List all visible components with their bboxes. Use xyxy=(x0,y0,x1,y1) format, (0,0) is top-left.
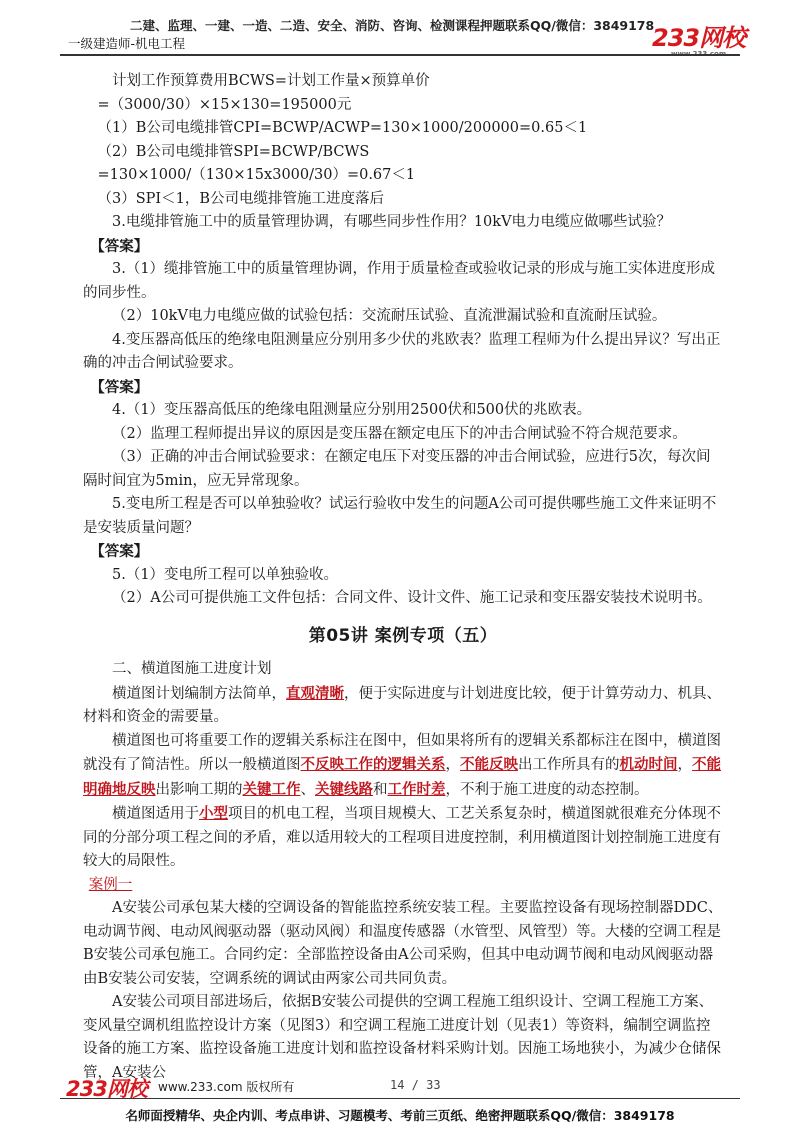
brand-logo xyxy=(652,18,745,58)
answer-4-1: 4.（1）变压器高低压的绝缘电阻测量应分别用2500伏和500伏的兆欧表。 xyxy=(112,402,592,418)
footer-copyright: www.233.com 版权所有 xyxy=(158,1080,295,1094)
page-header xyxy=(0,0,800,58)
footer-divider xyxy=(60,1098,740,1099)
text-line: （2）B公司电缆排管SPI=BCWP/BCWS xyxy=(97,143,370,160)
question-4: 4.变压器高低压的绝缘电阻测量应分别用多少伏的兆欧表？监理工程师为什么提出异议？写出正确的冲击合闸试验要求。 xyxy=(83,331,721,371)
case-paragraph-2: A安装公司项目部进场后，依据B安装公司提供的空调工程施工组织设计、空调工程施工方案、变风量空调机组监控设计方案（见图3）和空调工程施工进度计划（见表1）等资料，编制空调监控设备的施工方案、监控设备施工进度计划和监控设备材料采购计划。因施工场地狭小，为减少仓储保管，A安装公 xyxy=(83,994,721,1081)
case-title: 案例一 xyxy=(88,876,133,893)
document-body xyxy=(83,70,723,1085)
highlight-text: 不能明确地反映 xyxy=(83,756,721,798)
course-title: 一级建造师-机电工程 xyxy=(68,36,186,51)
case-paragraph-1: A安装公司承包某大楼的空调设备的智能监控系统安装工程。主要监控设备有现场控制器DDC、电动调节阀、电动风阀驱动器（驱动风阀）和温度传感器（水管型、风管型）等。大楼的空调工程是B安装公司承包施工。合同约定：全部监控设备由A公司采购，但其中电动调节阀和电动风阀驱动器由B安装公司安装，空调系统的调试由两家公司共同负责。 xyxy=(83,900,723,987)
answer-4-3: （3）正确的冲击合闸试验要求：在额定电压下对变压器的冲击合闸试验，应进行5次，每次间隔时间宜为5min，应无异常现象。 xyxy=(83,449,711,489)
text-run: 横道图适用于 xyxy=(112,806,199,822)
answer-3-2: （2）10kV电力电缆应做的试验包括：交流耐压试验、直流泄漏试验和直流耐压试验。 xyxy=(112,308,667,324)
answer-label: 【答案】 xyxy=(90,237,149,255)
footer-logo: 233网校 xyxy=(66,1077,147,1101)
section-title: 第05讲 案例专项（五） xyxy=(308,625,498,646)
brand-logo-subtext: www.233.com xyxy=(670,50,727,58)
highlight-text: 关键工作 xyxy=(242,780,301,798)
text-line: （1）B公司电缆排管CPI=BCWP/ACWP=130×1000/200000=0.65＜1 xyxy=(97,120,588,136)
page-number: 14 / 33 xyxy=(390,1078,441,1092)
highlight-text: 机动时间 xyxy=(619,756,678,773)
highlight-text: 关键线路 xyxy=(315,780,373,798)
brand-logo-text: 233网校 xyxy=(652,24,746,52)
text-run: 项目的机电工程，当项目规模大、工艺关系复杂时，横道图就很难充分体现不同的分部分项工程之间的矛盾，难以适用较大的工程项目进度控制，利用横道图计划控制施工进度有较大的局限性。 xyxy=(83,806,721,869)
header-ad-text: 二建、监理、一建、一造、二造、安全、消防、咨询、检测课程押题联系QQ/微信：3849178 xyxy=(130,18,655,33)
highlight-text: 直观清晰 xyxy=(286,684,344,702)
text-line: =130×1000/（130×15x3000/30）=0.67＜1 xyxy=(97,167,416,183)
paragraph-3 xyxy=(83,802,723,874)
sub-heading: 二、横道图施工进度计划 xyxy=(112,661,272,677)
answer-5-2: （2）A公司可提供施工文件包括：合同文件、设计文件、施工记录和变压器安装技术说明书。 xyxy=(112,590,712,606)
text-line: 计划工作预算费用BCWS=计划工作量×预算单价 xyxy=(112,73,430,89)
question-5: 5.变电所工程是否可以单独验收？试运行验收中发生的问题A公司可提供哪些施工文件来证明不是安装质量问题？ xyxy=(83,496,717,536)
text-run: 出工作所具有的 xyxy=(518,757,620,773)
text-run: ， xyxy=(445,757,460,773)
text-run: 横道图也可将重要工作的逻辑关系标注在图中，但如果将所有的逻辑关系都标注在图中，横道图就没有了简洁性。所以一般横道图 xyxy=(83,732,721,773)
highlight-text: 小型 xyxy=(199,805,228,822)
text-line: =（3000/30）×15×130=195000元 xyxy=(97,96,352,113)
answer-label: 【答案】 xyxy=(90,543,149,560)
text-line: （3）SPI＜1，B公司电缆排管施工进度落后 xyxy=(97,190,385,207)
question-3: 3.电缆排管施工中的质量管理协调，有哪些同步性作用？10kV电力电缆应做哪些试验？ xyxy=(112,214,672,230)
footer-ad-text: 名师面授精华、央企内训、考点串讲、习题模考、考前三页纸、绝密押题联系QQ/微信：3849178 xyxy=(125,1108,675,1123)
header-divider xyxy=(60,54,740,56)
paragraph-2 xyxy=(83,730,723,803)
answer-3-1: 3.（1）缆排管施工中的质量管理协调，作用于质量检查或验收记录的形成与施工实体进度形成的同步性。 xyxy=(83,261,716,301)
text-run: ，便于实际进度与计划进度比较，便于计算劳动力、机具、材料和资金的需要量。 xyxy=(83,685,721,725)
answer-label: 【答案】 xyxy=(90,378,149,396)
answer-4-2: （2）监理工程师提出异议的原因是变压器在额定电压下的冲击合闸试验不符合规范要求。 xyxy=(112,425,687,442)
text-run: 、 xyxy=(300,781,315,798)
paragraph-1 xyxy=(83,682,723,730)
text-run: 和 xyxy=(373,781,388,798)
text-run: ，不利于施工进度的动态控制。 xyxy=(445,781,649,798)
text-run: 横道图计划编制方法简单， xyxy=(112,685,286,702)
text-run: 出影响工期的 xyxy=(155,781,243,798)
highlight-text: 工作时差 xyxy=(387,780,446,798)
text-run: ， xyxy=(677,757,692,773)
highlight-text: 不反映工作的逻辑关系 xyxy=(300,756,446,773)
answer-5-1: 5.（1）变电所工程可以单独验收。 xyxy=(112,566,339,583)
highlight-text: 不能反映 xyxy=(460,756,518,773)
